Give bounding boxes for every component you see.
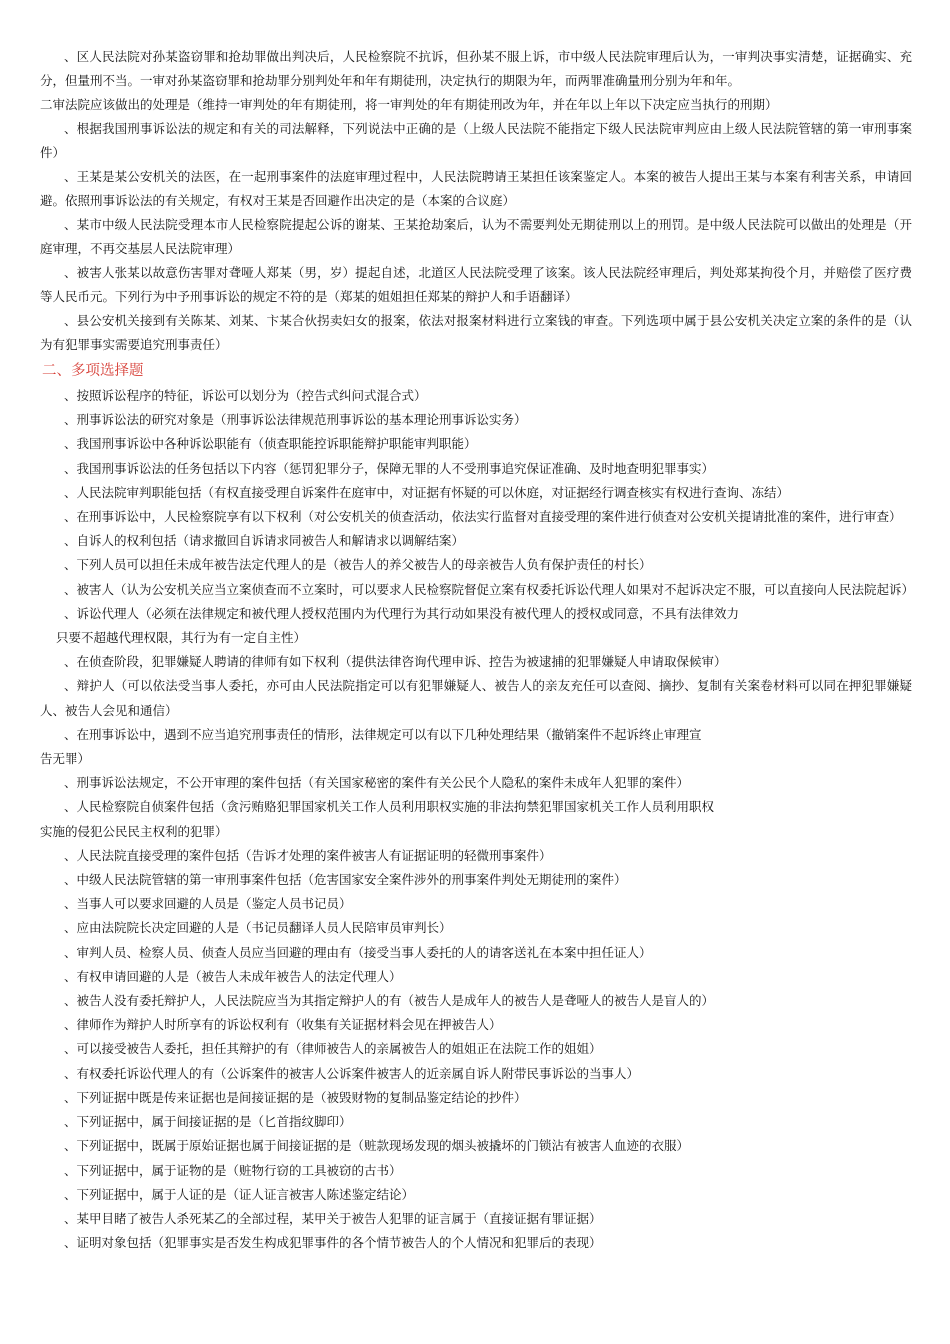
list-item: 、在刑事诉讼中，人民检察院享有以下权利（对公安机关的侦查活动，依法实行监督对直接受理的案件进行侦查对公安机关提请批准的案件，进行审查） <box>64 509 902 525</box>
list-item-continuation: 只要不超越代理权限，其行为有一定自主性） <box>56 630 307 646</box>
list-item: 、证明对象包括（犯罪事实是否发生构成犯罪事件的各个情节被告人的个人情况和犯罪后的表现） <box>64 1235 602 1251</box>
document-page <box>40 45 915 1255</box>
list-item: 、我国刑事诉讼中各种诉讼职能有（侦查职能控诉职能辩护职能审判职能） <box>64 436 477 452</box>
section-heading-multiple-choice: 二、多项选择题 <box>42 363 144 379</box>
list-item: 、当事人可以要求回避的人员是（鉴定人员书记员） <box>64 896 352 912</box>
list-item: 、辩护人（可以依法受当事人委托，亦可由人民法院指定可以有犯罪嫌疑人、被告人的亲友充任可以查阅、摘抄、复制有关案卷材料可以同在押犯罪嫌疑人、被告人会见和通信） <box>40 678 912 718</box>
question-paragraph: 、县公安机关接到有关陈某、刘某、卞某合伙拐卖妇女的报案，依法对报案材料进行立案钱的审查。下列选项中属于县公安机关决定立案的条件的是（认为有犯罪事实需要追究刑事责任） <box>40 313 912 352</box>
list-item: 、人民检察院自侦案件包括（贪污贿赂犯罪国家机关工作人员利用职权实施的非法拘禁犯罪国家机关工作人员利用职权 <box>64 799 715 815</box>
section-single-choice <box>40 45 912 357</box>
list-item: 、人民法院直接受理的案件包括（告诉才处理的案件被害人有证据证明的轻微刑事案件） <box>64 847 552 863</box>
list-item: 、下列证据中，属于人证的是（证人证言被害人陈述鉴定结论） <box>64 1186 415 1202</box>
list-item: 、自诉人的权利包括（请求撤回自诉请求同被告人和解请求以调解结案） <box>64 533 465 549</box>
list-item: 、某甲目睹了被告人杀死某乙的全部过程，某甲关于被告人犯罪的证言属于（直接证据有罪证据） <box>64 1210 602 1226</box>
multiple-choice-list <box>40 384 915 1255</box>
list-item: 、中级人民法院管辖的第一审刑事案件包括（危害国家安全案件涉外的刑事案件判处无期徒刑的案件） <box>64 872 627 888</box>
list-item: 、我国刑事诉讼法的任务包括以下内容（惩罚犯罪分子，保障无罪的人不受刑事追究保证准确、及时地查明犯罪事实） <box>64 460 715 476</box>
list-item: 、被害人（认为公安机关应当立案侦查而不立案时，可以要求人民检察院督促立案有权委托诉讼代理人如果对不起诉决定不服，可以直接向人民法院起诉） <box>64 581 915 597</box>
list-item-continuation: 实施的侵犯公民民主权利的犯罪） <box>40 823 228 839</box>
list-item: 、审判人员、检察人员、侦查人员应当回避的理由有（接受当事人委托的人的请客送礼在本案中担任证人） <box>64 944 652 960</box>
list-item: 、有权委托诉讼代理人的有（公诉案件的被害人公诉案件被害人的近亲属自诉人附带民事诉讼的当事人） <box>64 1065 640 1081</box>
list-item: 、按照诉讼程序的特征，诉讼可以划分为（控告式纠问式混合式） <box>64 388 427 403</box>
list-item: 、被告人没有委托辩护人，人民法院应当为其指定辩护人的有（被告人是成年人的被告人是聋哑人的被告人是盲人的） <box>64 993 715 1009</box>
list-item: 、人民法院审判职能包括（有权直接受理自诉案件在庭审中，对证据有怀疑的可以休庭，对证据经行调查核实有权进行查询、冻结） <box>64 484 790 500</box>
list-item-continuation: 告无罪） <box>40 751 91 767</box>
question-paragraph: 、王某是某公安机关的法医，在一起刑事案件的法庭审理过程中，人民法院聘请王某担任该案鉴定人。本案的被告人提出王某与本案有利害关系，申请回避。依照刑事诉讼法的有关规定，有权对王某是否回避作出决定的是（本案的合议庭） <box>40 169 912 208</box>
question-paragraph: 、根据我国刑事诉讼法的规定和有关的司法解释，下列说法中正确的是（上级人民法院不能指定下级人民法院审判应由上级人民法院管辖的第一审刑事案件） <box>40 121 912 160</box>
list-item: 、在刑事诉讼中，遇到不应当追究刑事责任的情形，法律规定可以有以下几种处理结果（撤销案件不起诉终止审理宣 <box>64 726 702 742</box>
list-item: 、下列人员可以担任未成年被告法定代理人的是（被告人的养父被告人的母亲被告人负有保护责任的村长） <box>64 557 652 573</box>
list-item: 、刑事诉讼法的研究对象是（刑事诉讼法律规范刑事诉讼的基本理论刑事诉讼实务） <box>64 412 527 428</box>
list-item: 、下列证据中既是传来证据也是间接证据的是（被毁财物的复制品鉴定结论的抄件） <box>64 1089 527 1105</box>
list-item: 、下列证据中，属于证物的是（赃物行窃的工具被窃的古书） <box>64 1162 402 1178</box>
list-item: 、律师作为辩护人时所享有的诉讼权利有（收集有关证据材料会见在押被告人） <box>64 1017 502 1033</box>
list-item: 、可以接受被告人委托，担任其辩护的有（律师被告人的亲属被告人的姐姐正在法院工作的姐姐） <box>64 1041 602 1057</box>
list-item: 、在侦查阶段，犯罪嫌疑人聘请的律师有如下权利（提供法律咨询代理申诉、控告为被逮捕的犯罪嫌疑人申请取保候审） <box>64 654 727 670</box>
list-item: 、诉讼代理人（必须在法律规定和被代理人授权范围内为代理行为其行动如果没有被代理人的授权或同意，不具有法律效力 <box>64 605 740 621</box>
question-paragraph-continuation: 二审法院应该做出的处理是（维持一审判处的年有期徒刑，将一审判处的年有期徒刑改为年，并在年以上年以下决定应当执行的刑期） <box>40 97 778 112</box>
list-item: 、下列证据中，既属于原始证据也属于间接证据的是（赃款现场发现的烟头被撬坏的门锁沾有被害人血迹的衣服） <box>64 1138 690 1154</box>
list-item: 、下列证据中，属于间接证据的是（匕首指纹脚印） <box>64 1114 352 1130</box>
question-paragraph: 、区人民法院对孙某盗窃罪和抢劫罪做出判决后，人民检察院不抗诉，但孙某不服上诉，市中级人民法院审理后认为，一审判决事实清楚，证据确实、充分，但量刑不当。一审对孙某盗窃罪和抢劫罪分别判处年和年有期徒刑，决定执行的期限为年，而两罪准确量刑分别为年和年。 <box>40 49 912 88</box>
list-item: 、刑事诉讼法规定，不公开审理的案件包括（有关国家秘密的案件有关公民个人隐私的案件未成年人犯罪的案件） <box>64 775 690 791</box>
question-paragraph: 、某市中级人民法院受理本市人民检察院提起公诉的谢某、王某抢劫案后，认为不需要判处无期徒刑以上的刑罚。是中级人民法院可以做出的处理是（开庭审理，不再交基层人民法院审理） <box>40 217 912 256</box>
list-item: 、应由法院院长决定回避的人是（书记员翻译人员人民陪审员审判长） <box>64 920 452 936</box>
question-paragraph: 、被害人张某以故意伤害罪对聋哑人郑某（男，岁）提起自述，北道区人民法院受理了该案。该人民法院经审理后，判处郑某拘役个月，并赔偿了医疗费等人民币元。下列行为中予刑事诉讼的规定不符的是（郑某的姐姐担任郑某的辩护人和手语翻译） <box>40 265 912 304</box>
list-item: 、有权申请回避的人是（被告人未成年被告人的法定代理人） <box>64 968 402 984</box>
